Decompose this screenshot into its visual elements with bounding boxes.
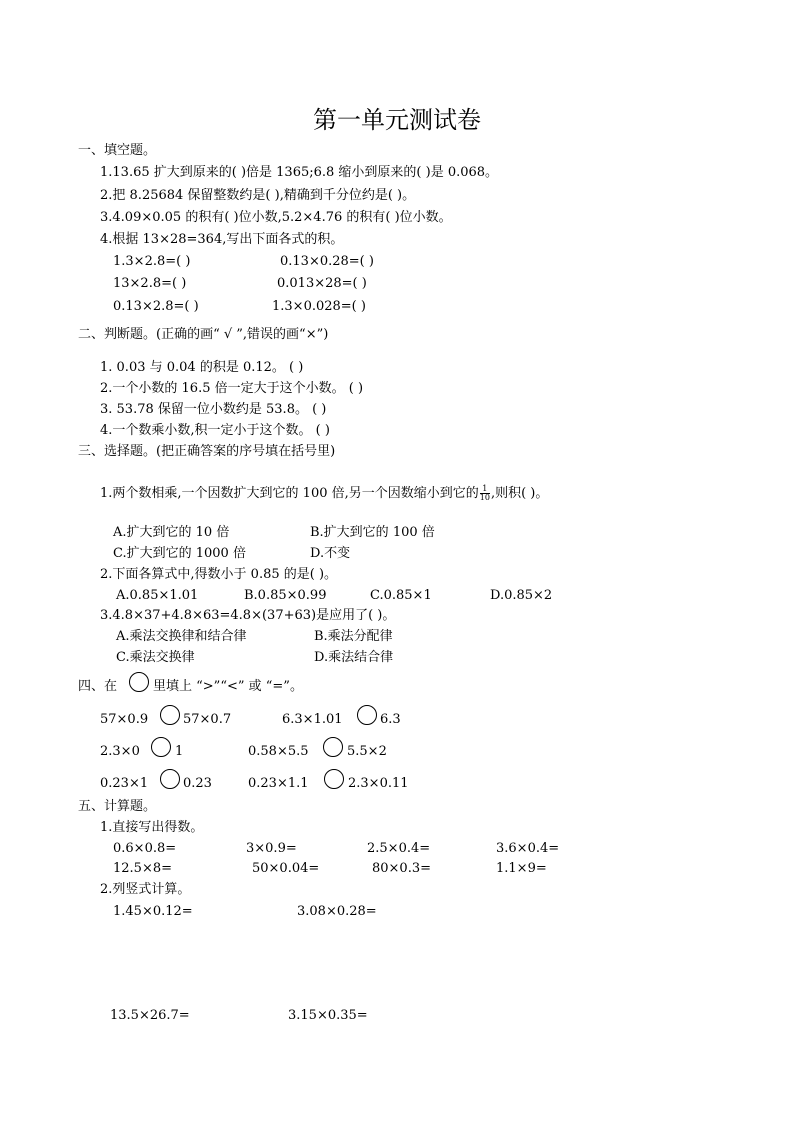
- s2-question-4: 4.一个数乘小数,积一定小于这个数。 ( ): [100, 423, 330, 438]
- fraction-numerator: 1: [480, 485, 490, 494]
- s3-q1-text-end: ,则积( )。: [490, 486, 549, 501]
- s1-question-2: 2.把 8.25684 保留整数约是( ),精确到千分位约是( )。: [100, 188, 416, 203]
- compare-right: 57×0.7: [183, 712, 232, 727]
- compare-left: 2.3×0: [100, 744, 140, 759]
- s3-q2-option-a: A.0.85×1.01: [116, 588, 199, 603]
- s1-q4-item: 0.13×0.28=( ): [280, 254, 374, 269]
- answer-circle[interactable]: [357, 705, 377, 725]
- s5-sub-2: 2.列竖式计算。: [100, 882, 191, 897]
- compare-left: 0.23×1.1: [248, 776, 309, 791]
- vertical-calc-item: 13.5×26.7=: [110, 1008, 190, 1023]
- direct-calc-item: 80×0.3=: [372, 861, 432, 876]
- s1-q4-item: 0.13×2.8=( ): [113, 299, 199, 314]
- answer-circle[interactable]: [324, 769, 344, 789]
- s2-question-2: 2.一个小数的 16.5 倍一定大于这个小数。 ( ): [100, 381, 364, 396]
- section-5-heading: 五、计算题。: [78, 799, 157, 814]
- answer-circle[interactable]: [160, 705, 180, 725]
- vertical-calc-item: 1.45×0.12=: [113, 904, 193, 919]
- answer-circle[interactable]: [160, 769, 180, 789]
- compare-right: 1: [175, 744, 184, 759]
- compare-right: 2.3×0.11: [348, 776, 409, 791]
- s5-sub-1: 1.直接写出得数。: [100, 820, 204, 835]
- answer-circle[interactable]: [151, 737, 171, 757]
- section-1-heading: 一、填空题。: [78, 143, 157, 158]
- s3-question-2: 2.下面各算式中,得数小于 0.85 的是( )。: [100, 567, 338, 582]
- direct-calc-item: 3×0.9=: [246, 841, 297, 856]
- s1-q4-item: 1.3×2.8=( ): [113, 254, 191, 269]
- s3-question-1: [100, 485, 548, 502]
- compare-left: 0.58×5.5: [248, 744, 309, 759]
- s3-q1-option-b: B.扩大到它的 100 倍: [310, 525, 435, 540]
- compare-right: 0.23: [183, 776, 212, 791]
- direct-calc-item: 50×0.04=: [252, 861, 320, 876]
- direct-calc-item: 3.6×0.4=: [496, 841, 560, 856]
- s2-question-1: 1. 0.03 与 0.04 的积是 0.12。 ( ): [100, 360, 304, 375]
- s3-q3-option-c: C.乘法交换律: [116, 650, 195, 665]
- s3-q3-option-d: D.乘法结合律: [314, 650, 394, 665]
- s3-question-3: 3.4.8×37+4.8×63=4.8×(37+63)是应用了( )。: [100, 608, 396, 623]
- page-title: 第一单元测试卷: [313, 106, 481, 134]
- s3-q2-option-c: C.0.85×1: [370, 588, 432, 603]
- s1-q4-item: 13×2.8=( ): [113, 276, 187, 291]
- circle-blank-icon: [129, 672, 149, 692]
- vertical-calc-item: 3.15×0.35=: [288, 1008, 368, 1023]
- s3-q1-option-d: D.不变: [310, 546, 351, 561]
- section-3-heading: 三、选择题。(把正确答案的序号填在括号里): [78, 444, 336, 459]
- direct-calc-item: 0.6×0.8=: [113, 841, 177, 856]
- section-4-heading-start: 四、在: [78, 679, 118, 694]
- section-2-heading: 二、判断题。(正确的画“ √ ”,错误的画“×”): [78, 327, 329, 342]
- s3-q1-option-c: C.扩大到它的 1000 倍: [113, 546, 246, 561]
- s1-question-1: 1.13.65 扩大到原来的( )倍是 1365;6.8 缩小到原来的( )是 0.068。: [100, 165, 499, 180]
- s3-q2-option-b: B.0.85×0.99: [244, 588, 327, 603]
- compare-left: 57×0.9: [100, 712, 149, 727]
- compare-left: 0.23×1: [100, 776, 149, 791]
- fraction-one-tenth: [480, 485, 490, 502]
- s3-q2-option-d: D.0.85×2: [490, 588, 553, 603]
- vertical-calc-item: 3.08×0.28=: [297, 904, 377, 919]
- fraction-denominator: 10: [479, 493, 490, 502]
- direct-calc-item: 2.5×0.4=: [367, 841, 431, 856]
- s1-q4-item: 1.3×0.028=( ): [272, 299, 366, 314]
- s3-q1-option-a: A.扩大到它的 10 倍: [113, 525, 230, 540]
- compare-left: 6.3×1.01: [282, 712, 343, 727]
- direct-calc-item: 1.1×9=: [496, 861, 547, 876]
- s1-question-4: 4.根据 13×28=364,写出下面各式的积。: [100, 232, 344, 247]
- s1-question-3: 3.4.09×0.05 的积有( )位小数,5.2×4.76 的积有( )位小数。: [100, 210, 452, 225]
- s2-question-3: 3. 53.78 保留一位小数约是 53.8。 ( ): [100, 402, 327, 417]
- s3-q3-option-a: A.乘法交换律和结合律: [116, 629, 247, 644]
- direct-calc-item: 12.5×8=: [113, 861, 173, 876]
- s3-q1-text: 1.两个数相乘,一个因数扩大到它的 100 倍,另一个因数缩小到它的: [100, 486, 479, 501]
- answer-circle[interactable]: [323, 737, 343, 757]
- s1-q4-item: 0.013×28=( ): [277, 276, 367, 291]
- s3-q3-option-b: B.乘法分配律: [314, 629, 393, 644]
- section-4-heading-end: 里填上 “>”“<” 或 “=”。: [153, 679, 303, 694]
- compare-right: 5.5×2: [347, 744, 387, 759]
- compare-right: 6.3: [380, 712, 401, 727]
